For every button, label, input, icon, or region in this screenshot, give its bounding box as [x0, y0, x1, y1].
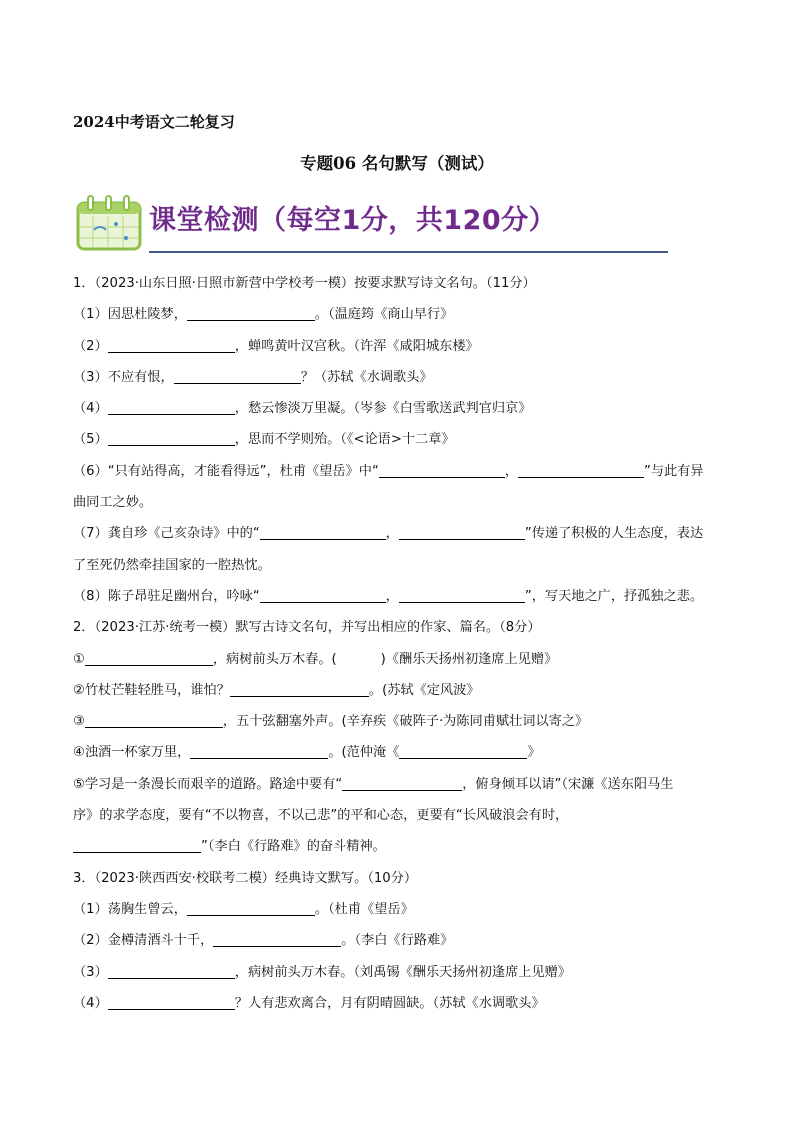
q1-item-5: （5） ，思而不学则殆。（《<论语>十二章》: [73, 424, 723, 455]
answer-blank[interactable]: [187, 899, 315, 916]
answer-blank[interactable]: [187, 304, 315, 321]
answer-blank[interactable]: [399, 586, 525, 603]
answer-blank[interactable]: [342, 774, 462, 791]
q1-item-6: （6）“只有站得高，才能看得远”，杜甫《望岳》中“ ， ”与此有异: [73, 456, 723, 487]
calendar-icon: [76, 194, 142, 252]
section-banner: [76, 194, 668, 256]
answer-blank[interactable]: [518, 461, 644, 478]
q1-item-7-cont: 了至死仍然牵挂国家的一腔热忱。: [73, 557, 271, 573]
answer-blank[interactable]: [213, 930, 341, 947]
q1-item-1: （1）因思杜陵梦， 。（温庭筠《商山早行》: [73, 299, 723, 330]
answer-blank[interactable]: [108, 962, 235, 979]
q2-item-2: ②竹杖芒鞋轻胜马，谁怕？ 。(苏轼《定风波》: [73, 675, 723, 706]
q3-item-3: （3） ，病树前头万木春。（刘禹锡《酬乐天扬州初逢席上见赠》: [73, 957, 723, 988]
q1-item-8: （8）陈子昂驻足幽州台，吟咏“ ， ”，写天地之广，抒孤独之悲。: [73, 581, 723, 612]
q1-item-3: （3）不应有恨， ？（苏轼《水调歌头》: [73, 362, 723, 393]
answer-blank[interactable]: [379, 461, 505, 478]
answer-blank[interactable]: [260, 586, 386, 603]
q2-item-5-end: ”（李白《行路难》的奋斗精神。: [73, 831, 723, 862]
q1-item-7: （7）龚自珍《己亥杂诗》中的“ ， ”传递了积极的人生态度，表达: [73, 518, 723, 549]
question-1-stem: 1．（2023·山东日照·日照市新营中学校考一模）按要求默写诗文名句。（11分）: [73, 276, 536, 291]
answer-blank[interactable]: [230, 680, 369, 697]
question-3-stem: 3．（2023·陕西西安·校联考二模）经典诗文默写。（10分）: [73, 870, 418, 886]
q2-item-5-cont: 序》的求学态度，要有“不以物喜，不以己悲”的平和心态，更要有“长风破浪会有时，: [73, 808, 569, 824]
question-2-stem: 2．（2023·江苏·统考一模）默写古诗文名句，并写出相应的作家、篇名。（8分）: [73, 620, 541, 636]
q2-item-1: ① ，病树前头万木春。( )《酬乐天扬州初逢席上见赠》: [73, 644, 723, 675]
answer-blank[interactable]: [260, 523, 386, 540]
answer-blank[interactable]: [108, 993, 235, 1010]
q2-item-5: ⑤学习是一条漫长而艰辛的道路。路途中要有“ ，俯身倾耳以请”（宋濂《送东阳马生: [73, 769, 723, 800]
answer-blank[interactable]: [108, 398, 235, 415]
q2-item-4: ④浊酒一杯家万里， 。(范仲淹《 》: [73, 737, 723, 768]
question-list: [73, 268, 723, 1019]
answer-blank[interactable]: [108, 429, 235, 446]
answer-blank[interactable]: [85, 649, 213, 666]
q3-item-1: （1）荡胸生曾云， 。（杜甫《望岳》: [73, 894, 723, 925]
answer-blank[interactable]: [85, 711, 223, 728]
q2-item-3: ③ ，五十弦翻塞外声。(辛弃疾《破阵子·为陈同甫赋壮词以寄之》: [73, 706, 723, 737]
q1-item-4: （4） ，愁云惨淡万里凝。（岑参《白雪歌送武判官归京》: [73, 393, 723, 424]
q1-item-2: （2） ，蝉鸣黄叶汉宫秋。（许浑《咸阳城东楼》: [73, 331, 723, 362]
banner-rule: [149, 251, 668, 253]
answer-blank[interactable]: [190, 742, 328, 759]
answer-blank[interactable]: [399, 742, 527, 759]
q3-item-4: （4） ？人有悲欢离合，月有阴晴圆缺。（苏轼《水调歌头》: [73, 988, 723, 1019]
series-heading: 2024中考语文二轮复习: [73, 113, 235, 131]
answer-blank[interactable]: [399, 523, 525, 540]
page-title: 专题06 名句默写（测试）: [300, 154, 494, 173]
q3-item-2: （2）金樽清酒斗十千， 。（李白《行路难》: [73, 925, 723, 956]
answer-blank[interactable]: [73, 836, 201, 853]
q1-item-6-cont: 曲同工之妙。: [73, 495, 153, 511]
answer-blank[interactable]: [174, 367, 301, 384]
answer-blank[interactable]: [108, 336, 235, 353]
banner-title: 课堂检测（每空1分，共120分）: [149, 205, 557, 236]
